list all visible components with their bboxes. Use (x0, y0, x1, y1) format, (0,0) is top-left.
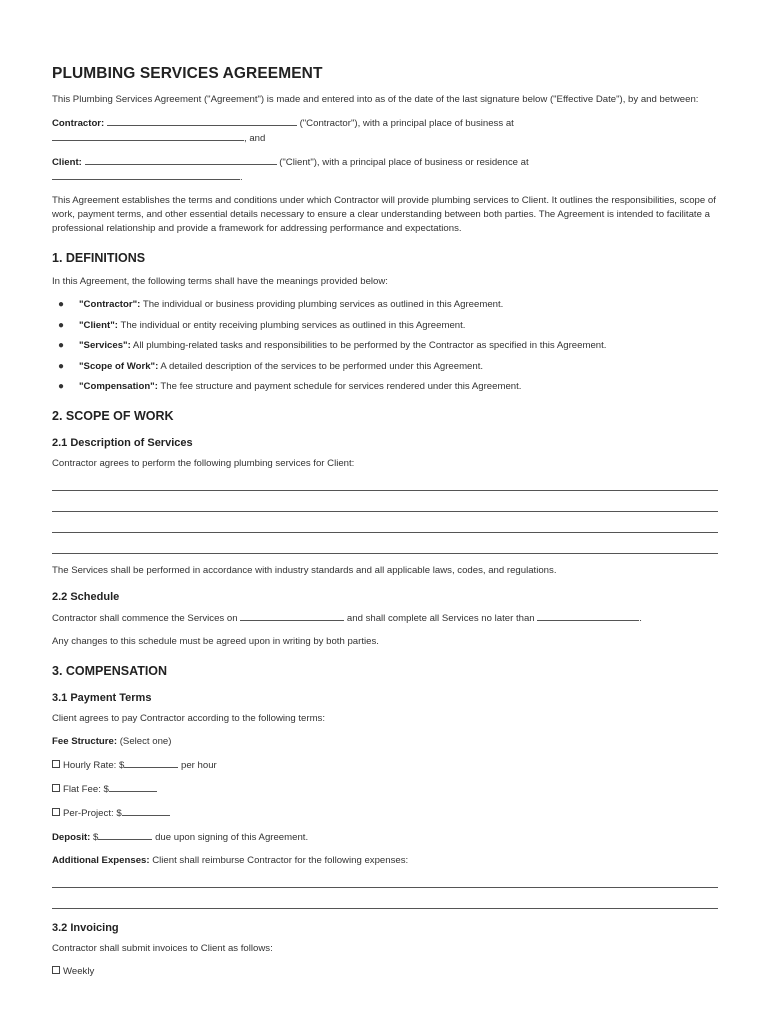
scope-heading: 2. SCOPE OF WORK (52, 409, 174, 423)
definition-item (52, 298, 718, 312)
client-address-blank[interactable] (52, 170, 240, 180)
client-label: Client: (52, 157, 82, 168)
deposit-label: Deposit: (52, 832, 91, 843)
definition-term: "Contractor": (79, 299, 141, 310)
schedule-heading: 2.2 Schedule (52, 591, 120, 603)
client-line-text: ("Client"), with a principal place of business or residence at (279, 157, 529, 168)
checkbox-icon[interactable] (52, 966, 60, 974)
intro-paragraph: This Plumbing Services Agreement ("Agreement") is made and entered into as of the date of the last signature below ("Effective Date"), by and between: (52, 94, 699, 105)
fee-structure-label: Fee Structure: (52, 736, 118, 747)
purpose-paragraph: This Agreement establishes the terms and conditions under which Contractor will provide plumbing services to Client. It outlines the responsibilities, scope of work, payment terms, and other essential details necessary to ensure a clear understanding between both parties. The Agreement is intended to facilitate a professional relationship and provide a framework for addressing performance and expectations. (52, 195, 716, 234)
definition-text: The individual or entity receiving plumbing services as outlined in this Agreement. (120, 319, 466, 331)
checkbox-icon[interactable] (52, 784, 60, 792)
expenses-line (52, 854, 718, 868)
definition-item (52, 319, 718, 333)
contractor-name-blank[interactable] (107, 116, 297, 126)
flat-fee-label: Flat Fee: $ (63, 784, 109, 795)
invoicing-intro: Contractor shall submit invoices to Client as follows: (52, 943, 273, 954)
contractor-line (52, 116, 718, 131)
definition-text: All plumbing-related tasks and responsibilities to be performed by the Contractor as specified in this Agreement. (132, 340, 607, 351)
bullet-icon: ● (58, 360, 65, 372)
weekly-option[interactable] (52, 965, 718, 979)
flat-fee-option[interactable] (52, 782, 718, 797)
hourly-rate-suffix: per hour (181, 760, 217, 771)
start-date-blank[interactable] (240, 611, 344, 621)
payment-terms-heading: 3.1 Payment Terms (52, 692, 152, 704)
standards-text: The Services shall be performed in accordance with industry standards and all applicable laws, codes, and regulations. (52, 565, 557, 576)
description-heading: 2.1 Description of Services (52, 437, 193, 449)
contractor-line-text: ("Contractor"), with a principal place of business at (299, 118, 514, 129)
client-address-suffix: . (240, 172, 243, 183)
definition-item (52, 360, 718, 374)
definitions-list (52, 298, 718, 394)
document-title: PLUMBING SERVICES AGREEMENT (52, 65, 323, 82)
schedule-period: . (639, 613, 642, 624)
per-project-blank[interactable] (122, 806, 170, 816)
contractor-address-line (52, 131, 718, 146)
services-blank-line[interactable] (52, 501, 718, 512)
checkbox-icon[interactable] (52, 760, 60, 768)
services-blank-line[interactable] (52, 543, 718, 554)
client-line (52, 155, 718, 170)
schedule-line (52, 611, 718, 626)
end-date-blank[interactable] (537, 611, 639, 621)
schedule-text-start: Contractor shall commence the Services on (52, 613, 238, 624)
hourly-rate-blank[interactable] (124, 758, 178, 768)
deposit-currency: $ (93, 832, 99, 843)
checkbox-icon[interactable] (52, 808, 60, 816)
per-project-label: Per-Project: $ (63, 808, 122, 819)
definition-term: "Client": (79, 319, 118, 331)
contractor-label: Contractor: (52, 118, 105, 129)
bullet-icon: ● (58, 299, 65, 310)
deposit-suffix: due upon signing of this Agreement. (155, 832, 309, 843)
definitions-intro: In this Agreement, the following terms shall have the meanings provided below: (52, 276, 388, 287)
expenses-blank-line[interactable] (52, 877, 718, 888)
expenses-blank-line[interactable] (52, 898, 718, 909)
payment-terms-intro: Client agrees to pay Contractor according to the following terms: (52, 713, 326, 724)
bullet-icon: ● (58, 319, 65, 331)
definition-term: "Scope of Work": (79, 360, 159, 372)
expenses-text: Client shall reimburse Contractor for the following expenses: (152, 855, 409, 866)
description-intro: Contractor agrees to perform the following plumbing services for Client: (52, 458, 355, 469)
hourly-rate-label: Hourly Rate: $ (63, 760, 125, 771)
definition-term: "Services": (79, 340, 131, 351)
compensation-heading: 3. COMPENSATION (52, 664, 168, 678)
fee-structure-note: (Select one) (119, 736, 172, 747)
definition-text: The individual or business providing plumbing services as outlined in this Agreement. (142, 299, 504, 310)
definition-text: The fee structure and payment schedule for services rendered under this Agreement. (160, 381, 522, 392)
fee-structure-line (52, 735, 718, 749)
hourly-rate-option[interactable] (52, 758, 718, 773)
definition-term: "Compensation": (79, 381, 158, 392)
schedule-changes: Any changes to this schedule must be agreed upon in writing by both parties. (52, 636, 379, 647)
client-name-blank[interactable] (85, 155, 277, 165)
client-address-line (52, 170, 718, 185)
expenses-label: Additional Expenses: (52, 855, 150, 866)
flat-fee-blank[interactable] (109, 782, 157, 792)
deposit-blank[interactable] (98, 830, 152, 840)
services-blank-line[interactable] (52, 522, 718, 533)
bullet-icon: ● (58, 340, 65, 351)
invoicing-heading: 3.2 Invoicing (52, 922, 119, 934)
definition-item (52, 339, 718, 353)
document-page (52, 64, 718, 988)
weekly-label: Weekly (63, 966, 95, 977)
bullet-icon: ● (58, 381, 65, 392)
contractor-address-suffix: , and (244, 133, 266, 144)
definition-item (52, 380, 718, 394)
definition-text: A detailed description of the services to be performed under this Agreement. (160, 360, 484, 372)
deposit-line (52, 830, 718, 845)
definitions-heading: 1. DEFINITIONS (52, 251, 146, 265)
services-blank-line[interactable] (52, 480, 718, 491)
contractor-address-blank[interactable] (52, 131, 244, 141)
schedule-text-end: and shall complete all Services no later than (346, 613, 535, 624)
per-project-option[interactable] (52, 806, 718, 821)
